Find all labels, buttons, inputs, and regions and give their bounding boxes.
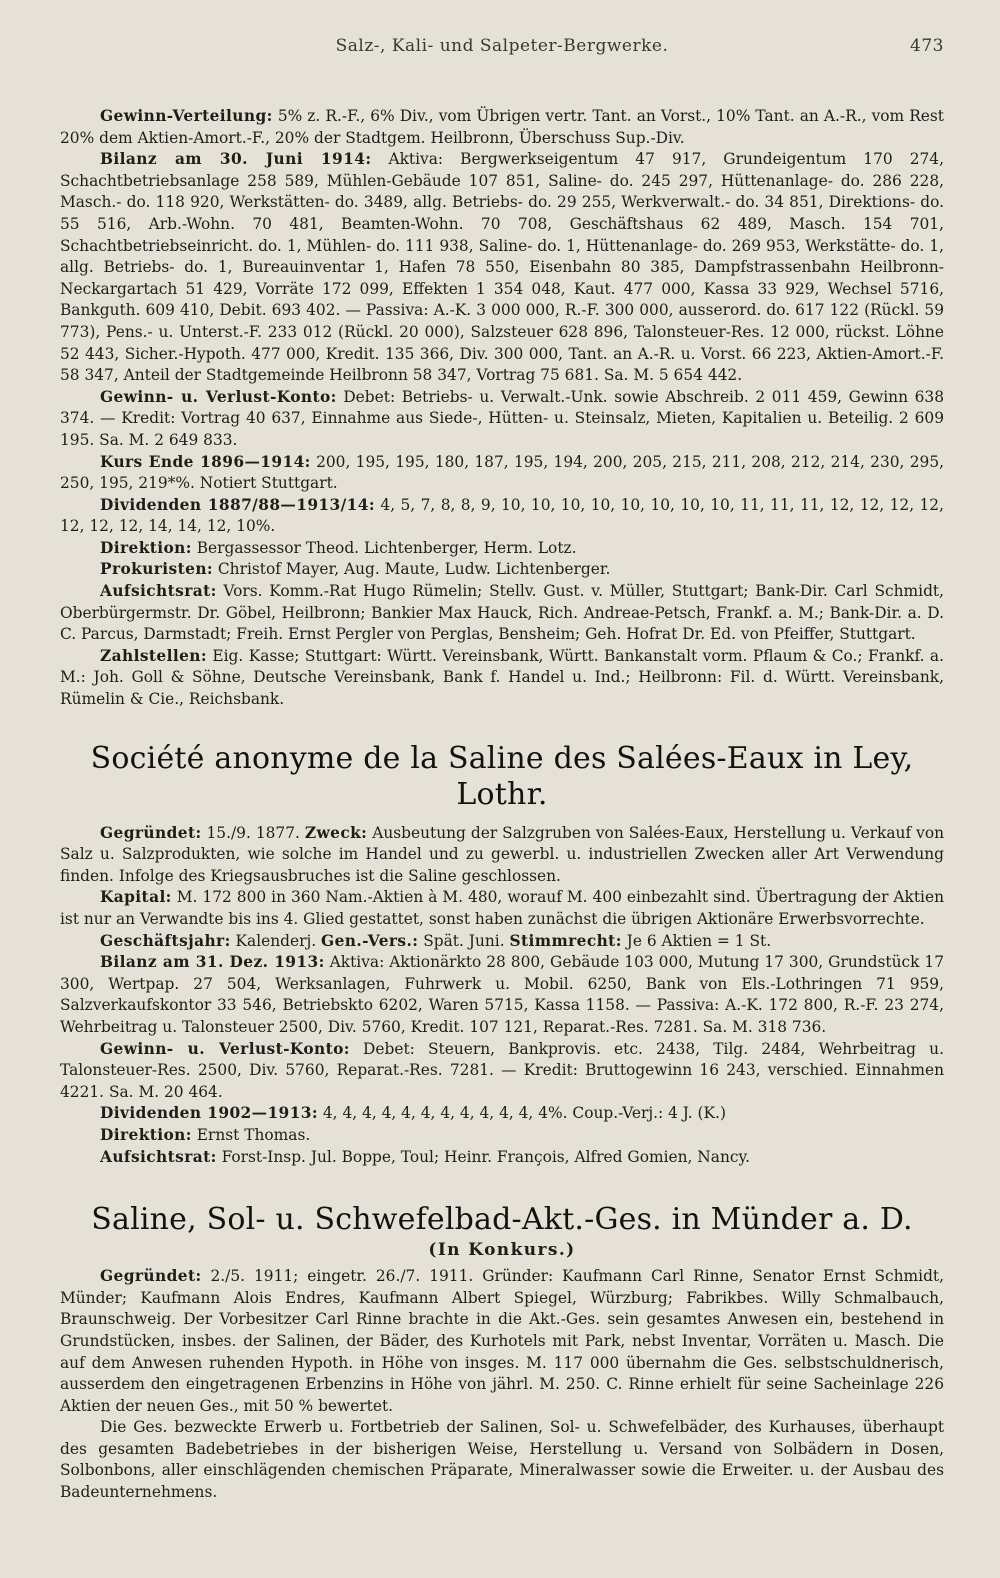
paragraph-label: Direktion: xyxy=(100,1125,192,1144)
paragraph xyxy=(60,452,944,495)
paragraph xyxy=(60,581,944,646)
paragraph-text: Forst-Insp. Jul. Boppe, Toul; Heinr. François, Alfred Gomien, Nancy. xyxy=(216,1147,751,1166)
paragraph-label: Bilanz am 30. Juni 1914: xyxy=(100,150,372,169)
section-heading: Saline, Sol- u. Schwefelbad-Akt.-Ges. in Münder a. D. xyxy=(91,1202,913,1238)
paragraph xyxy=(60,106,944,149)
paragraph xyxy=(60,952,944,1038)
paragraph xyxy=(60,1103,944,1125)
paragraph-label: Dividenden 1887/88—1913/14: xyxy=(100,495,375,514)
paragraph-label: Aufsichtsrat: xyxy=(100,1147,217,1166)
paragraph xyxy=(60,646,944,711)
paragraph xyxy=(60,1147,944,1169)
paragraph-label: Gegründet: xyxy=(100,823,202,842)
paragraph xyxy=(60,495,944,538)
paragraph xyxy=(60,823,944,888)
paragraph-text: Ausbeutung der Salzgruben von Salées-Eaux, Herstellung u. Verkauf von Salz u. Salzprodukten, wie solche im Handel und zu gewerbl. u. industriellen Zwecken aller Art Verwendung finden. Infolge des Kriegsausbruches ist die Saline geschlossen. xyxy=(60,823,944,885)
paragraph-label: Gen.-Vers.: xyxy=(321,931,419,950)
paragraph-text: 4, 4, 4, 4, 4, 4, 4, 4, 4, 4, 4, 4%. Coup.-Verj.: 4 J. (K.) xyxy=(317,1104,726,1123)
paragraph xyxy=(60,1039,944,1104)
section-salzwerk-heilbronn xyxy=(60,106,944,711)
paragraph-label: Direktion: xyxy=(100,538,192,557)
paragraph-label: Gewinn-Verteilung: xyxy=(100,107,273,125)
paragraph-text: Debet: Steuern, Bankprovis. etc. 2438, Tilg. 2484, Wehrbeitrag u. Talonsteuer-Res. 2500, Div. 5760, Reparat.-Res. 7281. — Kredit: Bruttogewinn 16 243, verschied. Einnahmen 4221. Sa. M. 20 464. xyxy=(60,1039,944,1101)
paragraph-label: Bilanz am 31. Dez. 1913: xyxy=(100,953,325,972)
paragraph-label: Kurs Ende 1896—1914: xyxy=(100,452,311,471)
section-saline-muender xyxy=(60,1202,944,1504)
paragraph-text: Die Ges. bezweckte Erwerb u. Fortbetrieb der Salinen, Sol- u. Schwefelbäder, des Kurhauses, überhaupt des gesamten Badebetriebes in der bisherigen Weise, Herstellung u. Versand von Solbädern in Dosen, Solbonbons, aller einschlägenden chemischen Präparate, Mineralwasser sowie die Erweiter. u. der Ausbau des Badeunternehmens. xyxy=(60,1418,944,1502)
paragraph-label: Zahlstellen: xyxy=(100,646,207,665)
paragraph xyxy=(60,149,944,387)
paragraph-text: Je 6 Aktien = 1 St. xyxy=(621,931,772,950)
paragraph-label: Geschäftsjahr: xyxy=(100,931,231,950)
paragraph-text: Debet: Betriebs- u. Verwalt.-Unk. sowie Abschreib. 2 011 459, Gewinn 638 374. — Kredit: Vortrag 40 637, Einnahme aus Siede-, Hütten- u. Steinsalz, Mieten, Kapitalien u. Beteilig. 2 609 195. Sa. M. 2 649 833. xyxy=(60,387,944,449)
paragraph-text: Aktiva: Aktionärkto 28 800, Gebäude 103 000, Mutung 17 300, Grundstück 17 300, Wertpap. 27 504, Werksanlagen, Fuhrwerk u. Mobil. 6250, Bank von Els.-Lothringen 71 959, Salzverkaufskontor 33 546, Betriebskto 6202, Waren 5715, Kassa 1158. — Passiva: A.-K. 172 800, R.-F. 23 274, Wehrbeitrag u. Talonsteuer 2500, Div. 5760, Kredit. 107 121, Reparat.-Res. 7281. Sa. M. 318 736. xyxy=(60,953,944,1036)
paragraph-label: Aufsichtsrat: xyxy=(100,582,217,601)
paragraph xyxy=(60,387,944,452)
section-heading: Société anonyme de la Saline des Salées-Eaux in Ley, Lothr. xyxy=(90,740,914,812)
running-head-title: Salz-, Kali- und Salpeter-Bergwerke. xyxy=(335,36,669,56)
section-saline-salees-eaux xyxy=(60,741,944,1169)
paragraph-text: Christof Mayer, Aug. Maute, Ludw. Lichtenberger. xyxy=(213,560,611,579)
paragraph xyxy=(60,1417,944,1503)
paragraph-text: Ernst Thomas. xyxy=(191,1125,311,1144)
paragraph-text: M. 172 800 in 360 Nam.-Aktien à M. 480, worauf M. 400 einbezahlt sind. Übertragung der Aktien ist nur an Verwandte bis ins 4. Glied gestattet, sonst haben zunächst die übrigen Aktionäre Erwerbsvorrechte. xyxy=(60,888,944,928)
paragraph-text: Kalenderj. xyxy=(230,931,322,950)
paragraph xyxy=(60,538,944,560)
paragraph-text: 2./5. 1911; eingetr. 26./7. 1911. Gründer: Kaufmann Carl Rinne, Senator Ernst Schmidt, Münder; Kaufmann Alois Endres, Kaufmann Albert Spiegel, Würzburg; Fabrikbes. Willy Schmalbauch, Braunschweig. Der Vorbesitzer Carl Rinne brachte in die Akt.-Ges. sein gesamtes Anwesen ein, bestehend in Grundstücken, insbes. der Salinen, der Bäder, des Kurhotels mit Park, nebst Inventar, Vorräten u. Masch. Die auf dem Anwesen ruhenden Hypoth. in Höhe von insges. M. 117 000 übernahm die Ges. selbstschuldnerisch, ausserdem den eingetragenen Erbenzins in Höhe von jährl. M. 250. C. Rinne erhielt für seine Sacheinlage 226 Aktien der neuen Ges., mit 50 % bewertet. xyxy=(60,1267,944,1415)
paragraph xyxy=(60,887,944,930)
paragraph-label: Gegründet: xyxy=(100,1267,202,1286)
paragraph-label: Dividenden 1902—1913: xyxy=(100,1104,318,1123)
paragraph-text: Vors. Komm.-Rat Hugo Rümelin; Stellv. Gust. v. Müller, Stuttgart; Bank-Dir. Carl Schmidt, Oberbürgermstr. Dr. Göbel, Heilbronn; Bankier Max Hauck, Rich. Andreae-Petsch, Frankf. a. M.; Bank-Dir. a. D. C. Parcus, Darmstadt; Freih. Ernst Pergler von Perglas, Bensheim; Geh. Hofrat Dr. Ed. von Pfeiffer, Stuttgart. xyxy=(60,582,944,644)
paragraph-text: 15./9. 1877. xyxy=(201,823,305,842)
paragraph-text: Spät. Juni. xyxy=(418,931,510,950)
paragraph-text: Bergassessor Theod. Lichtenberger, Herm. Lotz. xyxy=(191,538,577,557)
paragraph-label: Kapital: xyxy=(100,888,172,907)
paragraph-text: 4, 5, 7, 8, 8, 9, 10, 10, 10, 10, 10, 10, 10, 10, 11, 11, 11, 12, 12, 12, 12, 12, 12, 12, 14, 14, 12, 10%. xyxy=(60,495,944,536)
paragraph-label: Stimmrecht: xyxy=(509,931,622,950)
paragraph-text: 5% z. R.-F., 6% Div., vom Übrigen vertr. Tant. an Vorst., 10% Tant. an A.-R., vom Rest 20% dem Aktien-Amort.-F., 20% der Stadtgem. Heilbronn, Überschuss Sup.-Div. xyxy=(60,107,944,147)
page-number: 473 xyxy=(910,36,944,56)
running-head xyxy=(60,36,944,66)
paragraph xyxy=(60,559,944,581)
paragraph xyxy=(60,1266,944,1417)
paragraph-label: Prokuristen: xyxy=(100,560,213,579)
paragraph-label: Zweck: xyxy=(304,823,368,842)
paragraph-text: 200, 195, 195, 180, 187, 195, 194, 200, 205, 215, 211, 208, 212, 214, 230, 295, 250, 195, 219*%. Notiert Stuttgart. xyxy=(60,452,945,493)
paragraph-text: Eig. Kasse; Stuttgart: Württ. Vereinsbank, Württ. Bankanstalt vorm. Pflaum & Co.; Frankf. a. M.: Joh. Goll & Söhne, Deutsche Vereinsbank, Bank f. Handel u. Ind.; Heilbronn: Fil. d. Württ. Vereinsbank, Rümelin & Cie., Reichsbank. xyxy=(60,646,944,709)
section-subheading: (In Konkurs.) xyxy=(428,1240,576,1261)
paragraph xyxy=(60,931,944,953)
paragraph-text: Aktiva: Bergwerkseigentum 47 917, Grundeigentum 170 274, Schachtbetriebsanlage 258 589, Mühlen-Gebäude 107 851, Saline- do. 245 297, Hüttenanlage- do. 286 228, Masch.- do. 118 920, Werkstätten- do. 3489, allg. Betriebs- do. 29 255, Werkverwalt.- do. 34 851, Direktions- do. 55 516, Arb.-Wohn. 70 481, Beamten-Wohn. 70 708, Geschäftshaus 62 489, Masch. 154 701, Schachtbetriebseinricht. do. 1, Mühlen- do. 111 938, Saline- do. 1, Hüttenanlage- do. 269 953, Werkstätte- do. 1, allg. Betriebs- do. 1, Bureauinventar 1, Hafen 78 550, Eisenbahn 80 385, Dampfstrassenbahn Heilbronn-Neckargartach 51 429, Vorräte 172 099, Effekten 1 354 048, Kaut. 477 000, Kassa 33 929, Wechsel 5716, Bankguth. 609 410, Debit. 693 402. — Passiva: A.-K. 3 000 000, R.-F. 300 000, ausserord. do. 617 122 (Rückl. 59 773), Pens.- u. Unterst.-F. 233 012 (Rückl. 20 000), Salzsteuer 628 896, Talonsteuer-Res. 12 000, rückst. Löhne 52 443, Sicher.-Hypoth. 477 000, Kredit. 135 366, Div. 300 000, Tant. an A.-R. u. Vorst. 66 223, Aktien-Amort.-F. 58 347, Anteil der Stadtgemeinde Heilbronn 58 347, Vortrag 75 681. Sa. M. 5 654 442. xyxy=(60,150,944,385)
paragraph-label: Gewinn- u. Verlust-Konto: xyxy=(100,1039,350,1058)
paragraph xyxy=(60,1125,944,1147)
paragraph-label: Gewinn- u. Verlust-Konto: xyxy=(100,387,337,406)
